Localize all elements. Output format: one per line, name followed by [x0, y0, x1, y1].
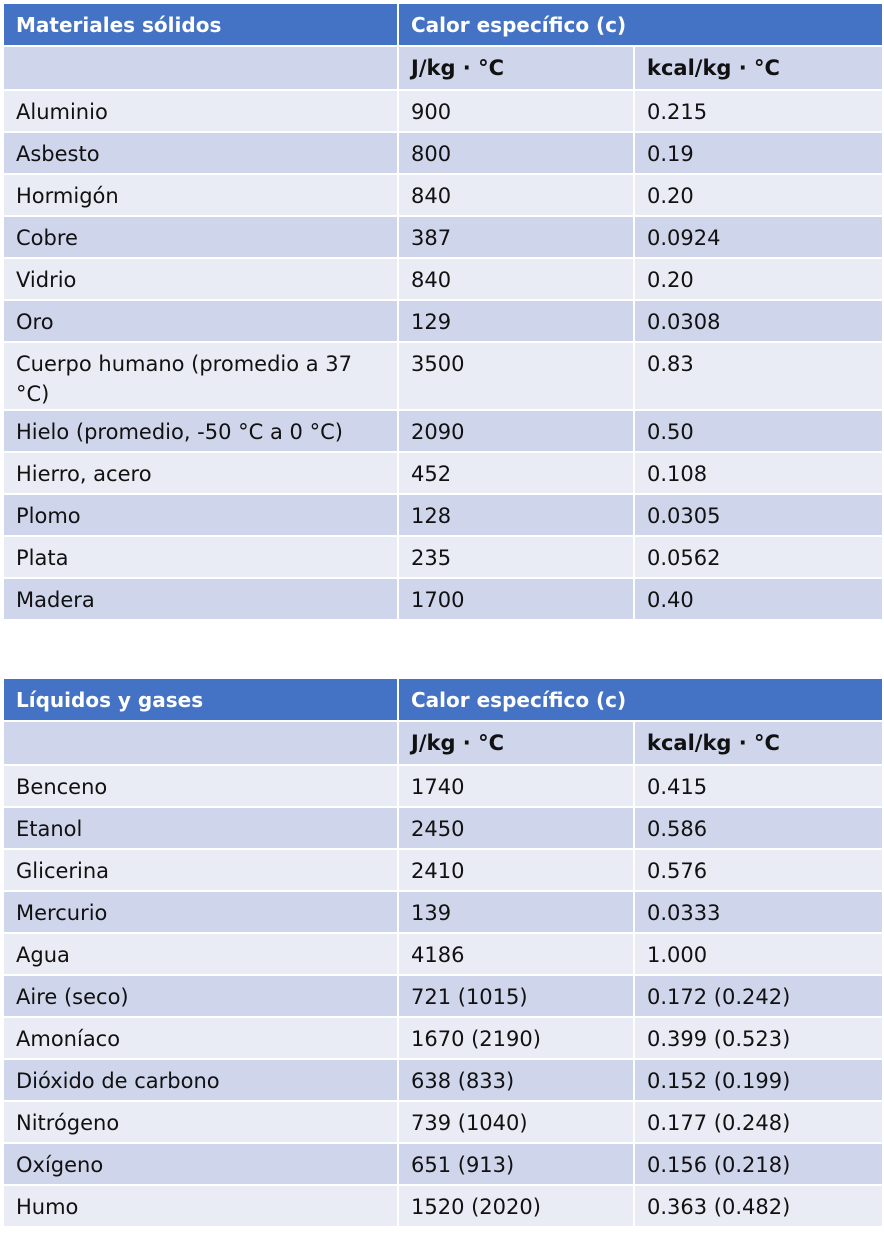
table-row [3, 933, 883, 975]
material-name-cell: Cuerpo humano (promedio a 37 °C) [3, 342, 398, 410]
material-name-cell: Plomo [3, 494, 398, 536]
kcal-per-kg-cell: 0.363 (0.482) [634, 1185, 883, 1227]
j-per-kg-cell: 1740 [398, 765, 634, 807]
kcal-per-kg-cell: 0.586 [634, 807, 883, 849]
j-per-kg-cell: 1670 (2190) [398, 1017, 634, 1059]
table-row [3, 1143, 883, 1185]
j-per-kg-cell: 739 (1040) [398, 1101, 634, 1143]
table-row [3, 807, 883, 849]
j-per-kg-cell: 139 [398, 891, 634, 933]
liquids-units-kcal: kcal/kg · °C [634, 721, 883, 765]
kcal-per-kg-cell: 0.177 (0.248) [634, 1101, 883, 1143]
kcal-per-kg-cell: 0.40 [634, 578, 883, 620]
kcal-per-kg-cell: 0.0333 [634, 891, 883, 933]
j-per-kg-cell: 1700 [398, 578, 634, 620]
table-row [3, 1185, 883, 1227]
j-per-kg-cell: 651 (913) [398, 1143, 634, 1185]
material-name-cell: Humo [3, 1185, 398, 1227]
liquids-units-j: J/kg · °C [398, 721, 634, 765]
j-per-kg-cell: 128 [398, 494, 634, 536]
table-row [3, 90, 883, 132]
j-per-kg-cell: 4186 [398, 933, 634, 975]
kcal-per-kg-cell: 0.156 (0.218) [634, 1143, 883, 1185]
material-name-cell: Glicerina [3, 849, 398, 891]
table-row [3, 132, 883, 174]
solids-body [3, 46, 883, 620]
table-row [3, 174, 883, 216]
material-name-cell: Oro [3, 300, 398, 342]
table-row [3, 216, 883, 258]
liquids-material-header: Líquidos y gases [3, 678, 398, 721]
material-name-cell: Nitrógeno [3, 1101, 398, 1143]
table-row [3, 765, 883, 807]
material-name-cell: Asbesto [3, 132, 398, 174]
material-name-cell: Benceno [3, 765, 398, 807]
solids-units-empty [3, 46, 398, 90]
table-row [3, 849, 883, 891]
solids-heat-header: Calor específico (c) [398, 3, 883, 46]
j-per-kg-cell: 2410 [398, 849, 634, 891]
material-name-cell: Mercurio [3, 891, 398, 933]
solids-units-kcal: kcal/kg · °C [634, 46, 883, 90]
kcal-per-kg-cell: 1.000 [634, 933, 883, 975]
table-row [3, 342, 883, 410]
kcal-per-kg-cell: 0.19 [634, 132, 883, 174]
solids-table [2, 2, 884, 621]
kcal-per-kg-cell: 0.152 (0.199) [634, 1059, 883, 1101]
kcal-per-kg-cell: 0.415 [634, 765, 883, 807]
j-per-kg-cell: 235 [398, 536, 634, 578]
solids-header-row [3, 3, 883, 46]
kcal-per-kg-cell: 0.0924 [634, 216, 883, 258]
kcal-per-kg-cell: 0.20 [634, 258, 883, 300]
material-name-cell: Madera [3, 578, 398, 620]
liquids-header-row [3, 678, 883, 721]
table-row [3, 536, 883, 578]
liquids-body [3, 721, 883, 1227]
j-per-kg-cell: 721 (1015) [398, 975, 634, 1017]
table-row [3, 891, 883, 933]
table-row [3, 1017, 883, 1059]
j-per-kg-cell: 900 [398, 90, 634, 132]
material-name-cell: Plata [3, 536, 398, 578]
solids-units-row [3, 46, 883, 90]
j-per-kg-cell: 387 [398, 216, 634, 258]
liquids-heat-header: Calor específico (c) [398, 678, 883, 721]
kcal-per-kg-cell: 0.0305 [634, 494, 883, 536]
kcal-per-kg-cell: 0.399 (0.523) [634, 1017, 883, 1059]
kcal-per-kg-cell: 0.108 [634, 452, 883, 494]
material-name-cell: Amoníaco [3, 1017, 398, 1059]
table-row [3, 410, 883, 452]
liquids-table [2, 677, 884, 1228]
j-per-kg-cell: 129 [398, 300, 634, 342]
material-name-cell: Hierro, acero [3, 452, 398, 494]
liquids-units-empty [3, 721, 398, 765]
j-per-kg-cell: 3500 [398, 342, 634, 410]
table-row [3, 300, 883, 342]
table-row [3, 494, 883, 536]
solids-material-header: Materiales sólidos [3, 3, 398, 46]
kcal-per-kg-cell: 0.172 (0.242) [634, 975, 883, 1017]
kcal-per-kg-cell: 0.20 [634, 174, 883, 216]
material-name-cell: Cobre [3, 216, 398, 258]
material-name-cell: Hormigón [3, 174, 398, 216]
kcal-per-kg-cell: 0.50 [634, 410, 883, 452]
kcal-per-kg-cell: 0.0562 [634, 536, 883, 578]
table-row [3, 1101, 883, 1143]
j-per-kg-cell: 638 (833) [398, 1059, 634, 1101]
material-name-cell: Dióxido de carbono [3, 1059, 398, 1101]
table-row [3, 1059, 883, 1101]
j-per-kg-cell: 2090 [398, 410, 634, 452]
j-per-kg-cell: 840 [398, 174, 634, 216]
solids-units-j: J/kg · °C [398, 46, 634, 90]
liquids-units-row [3, 721, 883, 765]
j-per-kg-cell: 840 [398, 258, 634, 300]
material-name-cell: Hielo (promedio, -50 °C a 0 °C) [3, 410, 398, 452]
table-row [3, 578, 883, 620]
j-per-kg-cell: 452 [398, 452, 634, 494]
kcal-per-kg-cell: 0.215 [634, 90, 883, 132]
material-name-cell: Aluminio [3, 90, 398, 132]
kcal-per-kg-cell: 0.0308 [634, 300, 883, 342]
table-row [3, 975, 883, 1017]
material-name-cell: Etanol [3, 807, 398, 849]
material-name-cell: Oxígeno [3, 1143, 398, 1185]
j-per-kg-cell: 800 [398, 132, 634, 174]
material-name-cell: Aire (seco) [3, 975, 398, 1017]
material-name-cell: Agua [3, 933, 398, 975]
kcal-per-kg-cell: 0.83 [634, 342, 883, 410]
material-name-cell: Vidrio [3, 258, 398, 300]
table-row [3, 258, 883, 300]
j-per-kg-cell: 2450 [398, 807, 634, 849]
table-row [3, 452, 883, 494]
j-per-kg-cell: 1520 (2020) [398, 1185, 634, 1227]
kcal-per-kg-cell: 0.576 [634, 849, 883, 891]
